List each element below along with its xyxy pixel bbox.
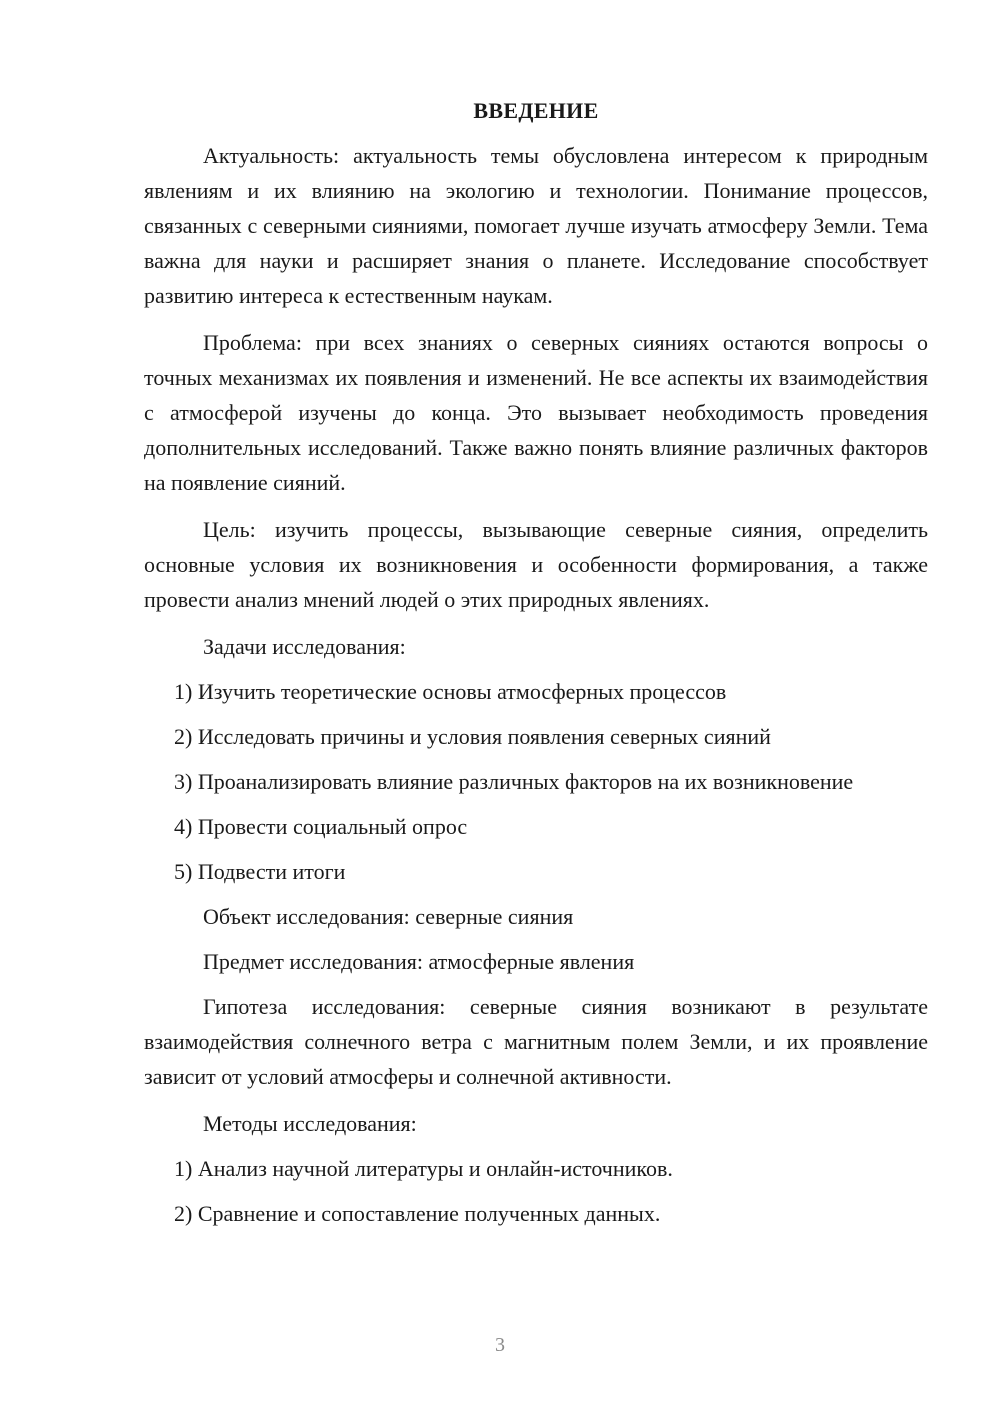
paragraph-relevance: Актуальность: актуальность темы обусловлена интересом к природным явлениям и их влиянию на экологию и технологии. Понимание процессов, связанных с северными сияниями, помогает лучше изучать атмосферу Земли. Тема важна для науки и расширяет знания о планете. Исследование способствует развитию интереса к естественным наукам. <box>144 143 928 308</box>
method-item-1: 1) Анализ научной литературы и онлайн-источников. <box>174 1156 673 1181</box>
task-item-1: 1) Изучить теоретические основы атмосферных процессов <box>174 679 727 704</box>
paragraph-goal: Цель: изучить процессы, вызывающие северные сияния, определить основные условия их возникновения и особенности формирования, а также провести анализ мнений людей о этих природных явлениях. <box>144 517 928 612</box>
task-item-4: 4) Провести социальный опрос <box>174 814 468 839</box>
task-item-5: 5) Подвести итоги <box>174 859 346 884</box>
task-item-3: 3) Проанализировать влияние различных факторов на их возникновение <box>174 769 854 794</box>
paragraph-problem: Проблема: при всех знаниях о северных сияниях остаются вопросы о точных механизмах их появления и изменений. Не все аспекты их взаимодействия с атмосферой изучены до конца. Это вызывает необходимость проведения дополнительных исследований. Также важно понять влияние различных факторов на появление сияний. <box>144 330 928 495</box>
task-item-2: 2) Исследовать причины и условия появления северных сияний <box>174 724 771 749</box>
method-item-2: 2) Сравнение и сопоставление полученных данных. <box>174 1201 661 1226</box>
research-object: Объект исследования: северные сияния <box>203 904 574 929</box>
research-subject: Предмет исследования: атмосферные явления <box>203 949 635 974</box>
paragraph-hypothesis: Гипотеза исследования: северные сияния возникают в результате взаимодействия солнечного ветра с магнитным полем Земли, и их проявление зависит от условий атмосферы и солнечной активности. <box>144 994 928 1089</box>
tasks-heading: Задачи исследования: <box>203 634 406 659</box>
page-number: 3 <box>495 1334 505 1356</box>
methods-heading: Методы исследования: <box>203 1111 417 1136</box>
section-title: ВВЕДЕНИЕ <box>473 98 599 123</box>
document-page <box>144 96 928 1241</box>
